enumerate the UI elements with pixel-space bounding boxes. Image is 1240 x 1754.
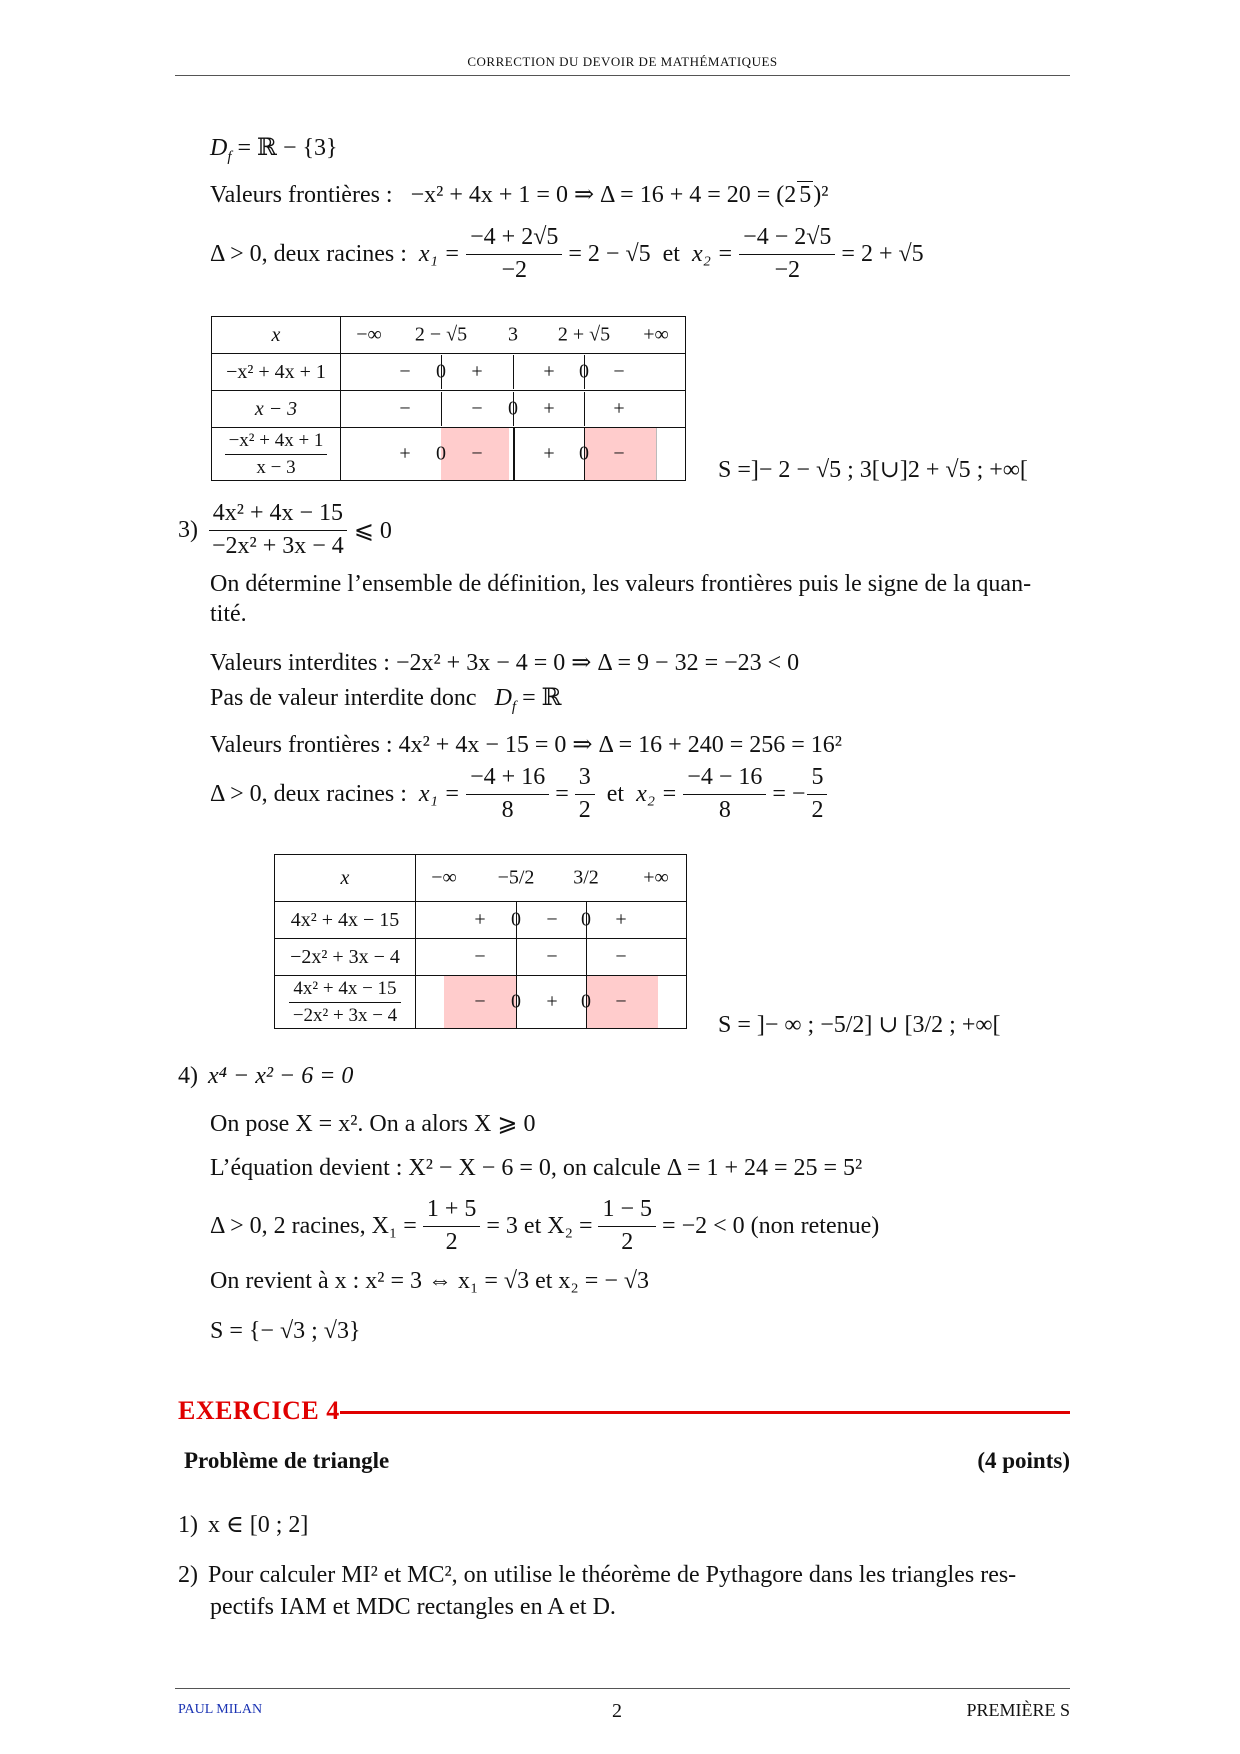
exercise-4-q1: 1) x ∈ [0 ; 2] [178,1512,309,1538]
footer-author: PAUL MILAN [178,1702,263,1717]
exercise-4-q2-cont: pectifs IAM et MDC rectangles en A et D. [210,1594,616,1620]
part3-roots: Δ > 0, deux racines : x₁ = $\frac{-4 + 16}{8}$ = $\frac{3}{2}$ et x₂ = $\frac{-4 - 16}{8}$ = − $\frac{5}{2}$ [210,764,833,824]
page-header: CORRECTION DU DEVOIR DE MATHÉMATIQUES [467,54,778,69]
exercise-4-rule [340,1411,1070,1414]
x1-fraction: $\frac{-4 + 2√5}{-2}$ [466,224,562,284]
table2-row1-signs: + 0 − 0 + [416,902,687,939]
table2-row2-label: −2x² + 3x − 4 [275,939,416,976]
frontier-sqrt: 5 [799,182,812,208]
question-3: 3) $\frac{\text{4x² + 4x − 15}}{\text{−2x² + 3x − 4}}$ ⩽ 0 [178,500,392,559]
question-4: 4) x⁴ − x² − 6 = 0 [178,1063,354,1089]
table2-row2-signs: − − − [416,939,687,976]
part4-pose: On pose X = x². On a alors X ⩾ 0 [210,1111,536,1137]
part4-revient: On revient à x : x² = 3 ⇔ x₁ = √3 et x₂ = − √3 [210,1268,650,1294]
frontier-line [210,180,828,209]
table1-row2-label: x − 3 [212,391,341,428]
table1-row3-label: $\frac{\text{−x² + 4x + 1}}{x - 3}$ [212,428,341,481]
exercise-4-subtitle: Problème de triangle [184,1448,390,1473]
table2-head-values: −∞ −5/2 3/2 +∞ [416,855,687,902]
sign-table-1 [211,316,686,481]
x2-label: x₂ = [691,240,734,267]
part3-intro2: tité. [210,601,247,627]
part3-frontier: Valeurs frontières : 4x² + 4x − 15 = 0 ⇒ Δ = 16 + 240 = 256 = 16² [210,732,842,758]
header-rule [175,75,1070,76]
solution-part2: S =]− 2 − √5 ; 3[∪]2 + √5 ; +∞[ [718,457,1028,483]
x1-value: = 2 − √5 [568,240,651,267]
table1-row1-signs: − 0 + + 0 − [341,354,686,391]
solution-part3: S = ]− ∞ ; −5/2] ∪ [3/2 ; +∞[ [718,1012,1001,1038]
part3-intro: On détermine l’ensemble de définition, les valeurs frontières puis le signe de la quan- [210,571,1032,597]
domain-value: = ℝ − {3} [237,135,338,161]
sign-table-2 [274,854,687,1029]
footer-page: 2 [612,1700,622,1722]
footer-level: PREMIÈRE S [966,1700,1070,1720]
table2-row3-signs: − 0 + 0 − [416,976,687,1029]
x2-fraction: $\frac{-4 - 2√5}{-2}$ [739,224,835,284]
roots-line [210,224,924,284]
x1-label: x₁ = [418,240,461,267]
delta-label: Δ > 0, deux racines : [210,240,407,267]
part4-roots: Δ > 0, 2 racines, X₁ = $\frac{1 + 5}{2}$ = 3 et X₂ = $\frac{1 - 5}{2}$ = −2 < 0 (non retenue) [210,1196,880,1255]
domain-line [210,133,338,165]
exercise-4-title: EXERCICE 4 [178,1396,340,1425]
table2-row3-label: $\frac{\text{4x² + 4x − 15}}{\text{−2x² + 3x − 4}}$ [275,976,416,1029]
table1-row1-label: −x² + 4x + 1 [212,354,341,391]
forbidden-values: Valeurs interdites : −2x² + 3x − 4 = 0 ⇒ Δ = 9 − 32 = −23 < 0 [210,650,800,676]
part4-devient: L’équation devient : X² − X − 6 = 0, on calcule Δ = 1 + 24 = 25 = 5² [210,1155,863,1181]
table1-row3-signs: + 0 − + 0 − [341,428,686,481]
table1-row2-signs: − − 0 + + [341,391,686,428]
exercise-4-q2: 2) Pour calculer MI² et MC², on utilise le théorème de Pythagore dans les triangles res- [178,1562,1017,1588]
part4-solution: S = {− √3 ; √3} [210,1318,361,1344]
domain-symbol: D [210,135,228,161]
frontier-equation: −x² + 4x + 1 = 0 ⇒ Δ = 16 + 4 = 20 = (2 [410,182,797,208]
table1-head-values: −∞ 2 − √5 3 2 + √5 +∞ [341,317,686,354]
table1-head-x: x [212,317,341,354]
footer-rule [175,1688,1070,1689]
frontier-end: )² [813,182,829,208]
frontier-label: Valeurs frontières : [210,182,393,208]
exercise-4-points: (4 points) [977,1448,1070,1473]
domain-sub: f [227,148,232,165]
table2-head-x: x [275,855,416,902]
no-forbidden: Pas de valeur interdite donc $D_f$ = ℝ [210,685,562,715]
table2-row1-label: 4x² + 4x − 15 [275,902,416,939]
x2-value: = 2 + √5 [841,240,924,267]
et-word: et [662,240,680,267]
